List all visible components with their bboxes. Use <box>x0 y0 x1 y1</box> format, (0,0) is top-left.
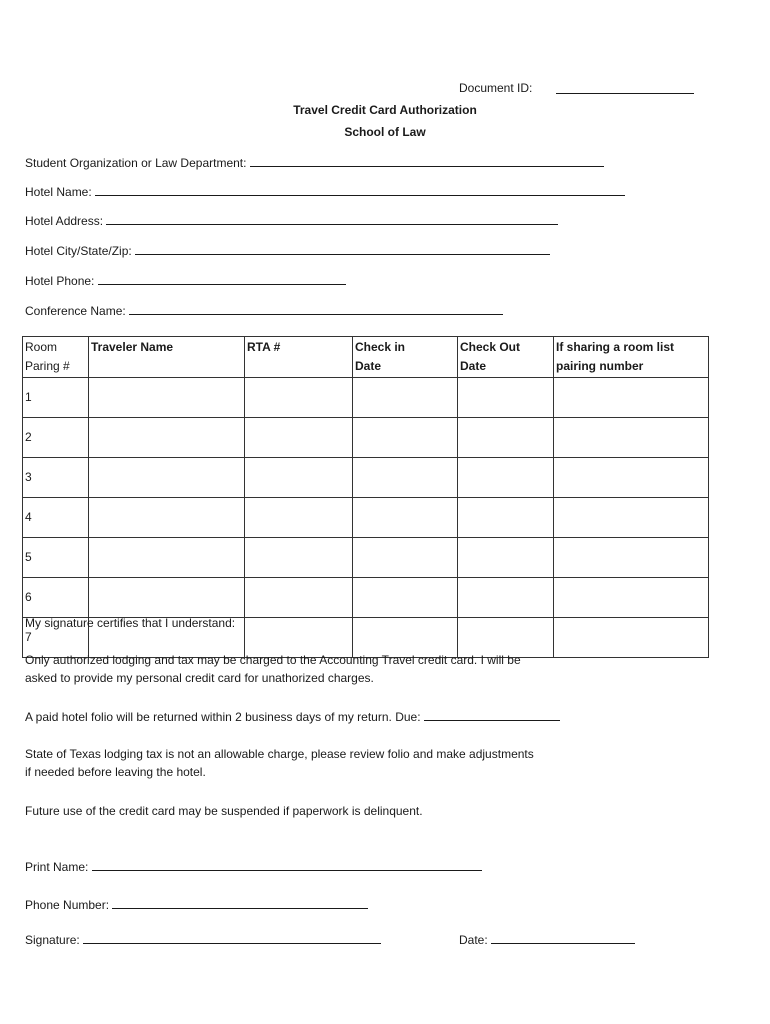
col-header-check-in: Check in Date <box>353 337 458 378</box>
row-number: 3 <box>23 458 89 498</box>
table-header-row <box>23 337 709 378</box>
student-org-label: Student Organization or Law Department: <box>25 156 247 170</box>
hotel-address-field <box>25 213 558 228</box>
check-in-cell[interactable] <box>353 418 458 458</box>
traveler-name-cell[interactable] <box>89 498 245 538</box>
hotel-name-field <box>25 184 625 199</box>
print-name-input[interactable] <box>92 859 482 871</box>
rta-cell[interactable] <box>245 378 353 418</box>
print-name-field <box>25 859 482 874</box>
row-number: 5 <box>23 538 89 578</box>
check-out-cell[interactable] <box>458 578 554 618</box>
table-row <box>23 418 709 458</box>
certify-text: My signature certifies that I understand: <box>25 616 236 630</box>
hotel-city-label: Hotel City/State/Zip: <box>25 244 132 258</box>
signature-label: Signature: <box>25 933 80 947</box>
sharing-cell[interactable] <box>554 538 709 578</box>
row-number: 4 <box>23 498 89 538</box>
check-out-cell[interactable] <box>458 418 554 458</box>
student-org-input[interactable] <box>250 155 604 167</box>
document-id <box>459 81 532 95</box>
rta-cell[interactable] <box>245 498 353 538</box>
texas-line-2: if needed before leaving the hotel. <box>25 765 206 779</box>
row-number: 1 <box>23 378 89 418</box>
table-row <box>23 498 709 538</box>
col-header-check-out: Check Out Date <box>458 337 554 378</box>
table-row <box>23 458 709 498</box>
date-field <box>459 932 635 947</box>
traveler-name-cell[interactable] <box>89 578 245 618</box>
hotel-name-label: Hotel Name: <box>25 185 92 199</box>
phone-number-field <box>25 897 368 912</box>
phone-number-input[interactable] <box>112 897 368 909</box>
rta-cell[interactable] <box>245 538 353 578</box>
rta-cell[interactable] <box>245 578 353 618</box>
signature-field <box>25 932 381 947</box>
authorized-paragraph <box>25 651 521 687</box>
date-input[interactable] <box>491 932 635 944</box>
form-title: Travel Credit Card Authorization <box>293 103 477 117</box>
check-out-cell[interactable] <box>458 498 554 538</box>
traveler-name-cell[interactable] <box>89 458 245 498</box>
traveler-name-cell[interactable] <box>89 418 245 458</box>
print-name-label: Print Name: <box>25 860 89 874</box>
hotel-phone-input[interactable] <box>98 273 346 285</box>
traveler-table <box>22 336 709 658</box>
check-in-cell[interactable] <box>353 378 458 418</box>
hotel-name-input[interactable] <box>95 184 625 196</box>
hotel-address-label: Hotel Address: <box>25 214 104 228</box>
student-org-field <box>25 155 604 170</box>
folio-field <box>25 708 560 726</box>
sharing-cell[interactable] <box>554 378 709 418</box>
check-in-cell[interactable] <box>353 578 458 618</box>
col-header-room: Room Paring # <box>23 337 89 378</box>
future-text: Future use of the credit card may be suspended if paperwork is delinquent. <box>25 804 423 818</box>
sharing-cell[interactable] <box>554 618 709 658</box>
phone-number-label: Phone Number: <box>25 898 110 912</box>
texas-line-1: State of Texas lodging tax is not an allowable charge, please review folio and make adjustments <box>25 747 534 761</box>
authorized-line-2: asked to provide my personal credit card for unathorized charges. <box>25 671 374 685</box>
form-subtitle: School of Law <box>344 125 426 139</box>
sharing-cell[interactable] <box>554 458 709 498</box>
table-row <box>23 578 709 618</box>
document-id-input[interactable] <box>556 82 694 94</box>
check-out-cell[interactable] <box>458 538 554 578</box>
check-in-cell[interactable] <box>353 538 458 578</box>
row-number: 2 <box>23 418 89 458</box>
hotel-city-input[interactable] <box>135 243 550 255</box>
date-label: Date: <box>459 933 488 947</box>
sharing-cell[interactable] <box>554 578 709 618</box>
hotel-city-field <box>25 243 550 258</box>
texas-paragraph <box>25 745 534 781</box>
folio-due-input[interactable] <box>424 709 560 721</box>
sharing-cell[interactable] <box>554 498 709 538</box>
document-id-label: Document ID: <box>459 81 533 95</box>
col-header-sharing: If sharing a room list pairing number <box>554 337 709 378</box>
sharing-cell[interactable] <box>554 418 709 458</box>
check-out-cell[interactable] <box>458 378 554 418</box>
traveler-name-cell[interactable] <box>89 538 245 578</box>
rta-cell[interactable] <box>245 458 353 498</box>
authorized-line-1: Only authorized lodging and tax may be charged to the Accounting Travel credit card. I will be <box>25 653 521 667</box>
traveler-name-cell[interactable] <box>89 378 245 418</box>
check-out-cell[interactable] <box>458 458 554 498</box>
conference-field <box>25 303 503 318</box>
check-in-cell[interactable] <box>353 458 458 498</box>
table-row <box>23 538 709 578</box>
row-number: 7 <box>23 618 89 658</box>
check-in-cell[interactable] <box>353 498 458 538</box>
hotel-phone-label: Hotel Phone: <box>25 274 95 288</box>
col-header-traveler-name: Traveler Name <box>89 337 245 378</box>
hotel-phone-field <box>25 273 346 288</box>
folio-text: A paid hotel folio will be returned within 2 business days of my return. Due: <box>25 710 421 724</box>
table-row <box>23 378 709 418</box>
conference-label: Conference Name: <box>25 304 126 318</box>
hotel-address-input[interactable] <box>106 213 558 225</box>
conference-input[interactable] <box>129 303 503 315</box>
signature-input[interactable] <box>83 932 381 944</box>
col-header-rta: RTA # <box>245 337 353 378</box>
rta-cell[interactable] <box>245 418 353 458</box>
row-number: 6 <box>23 578 89 618</box>
